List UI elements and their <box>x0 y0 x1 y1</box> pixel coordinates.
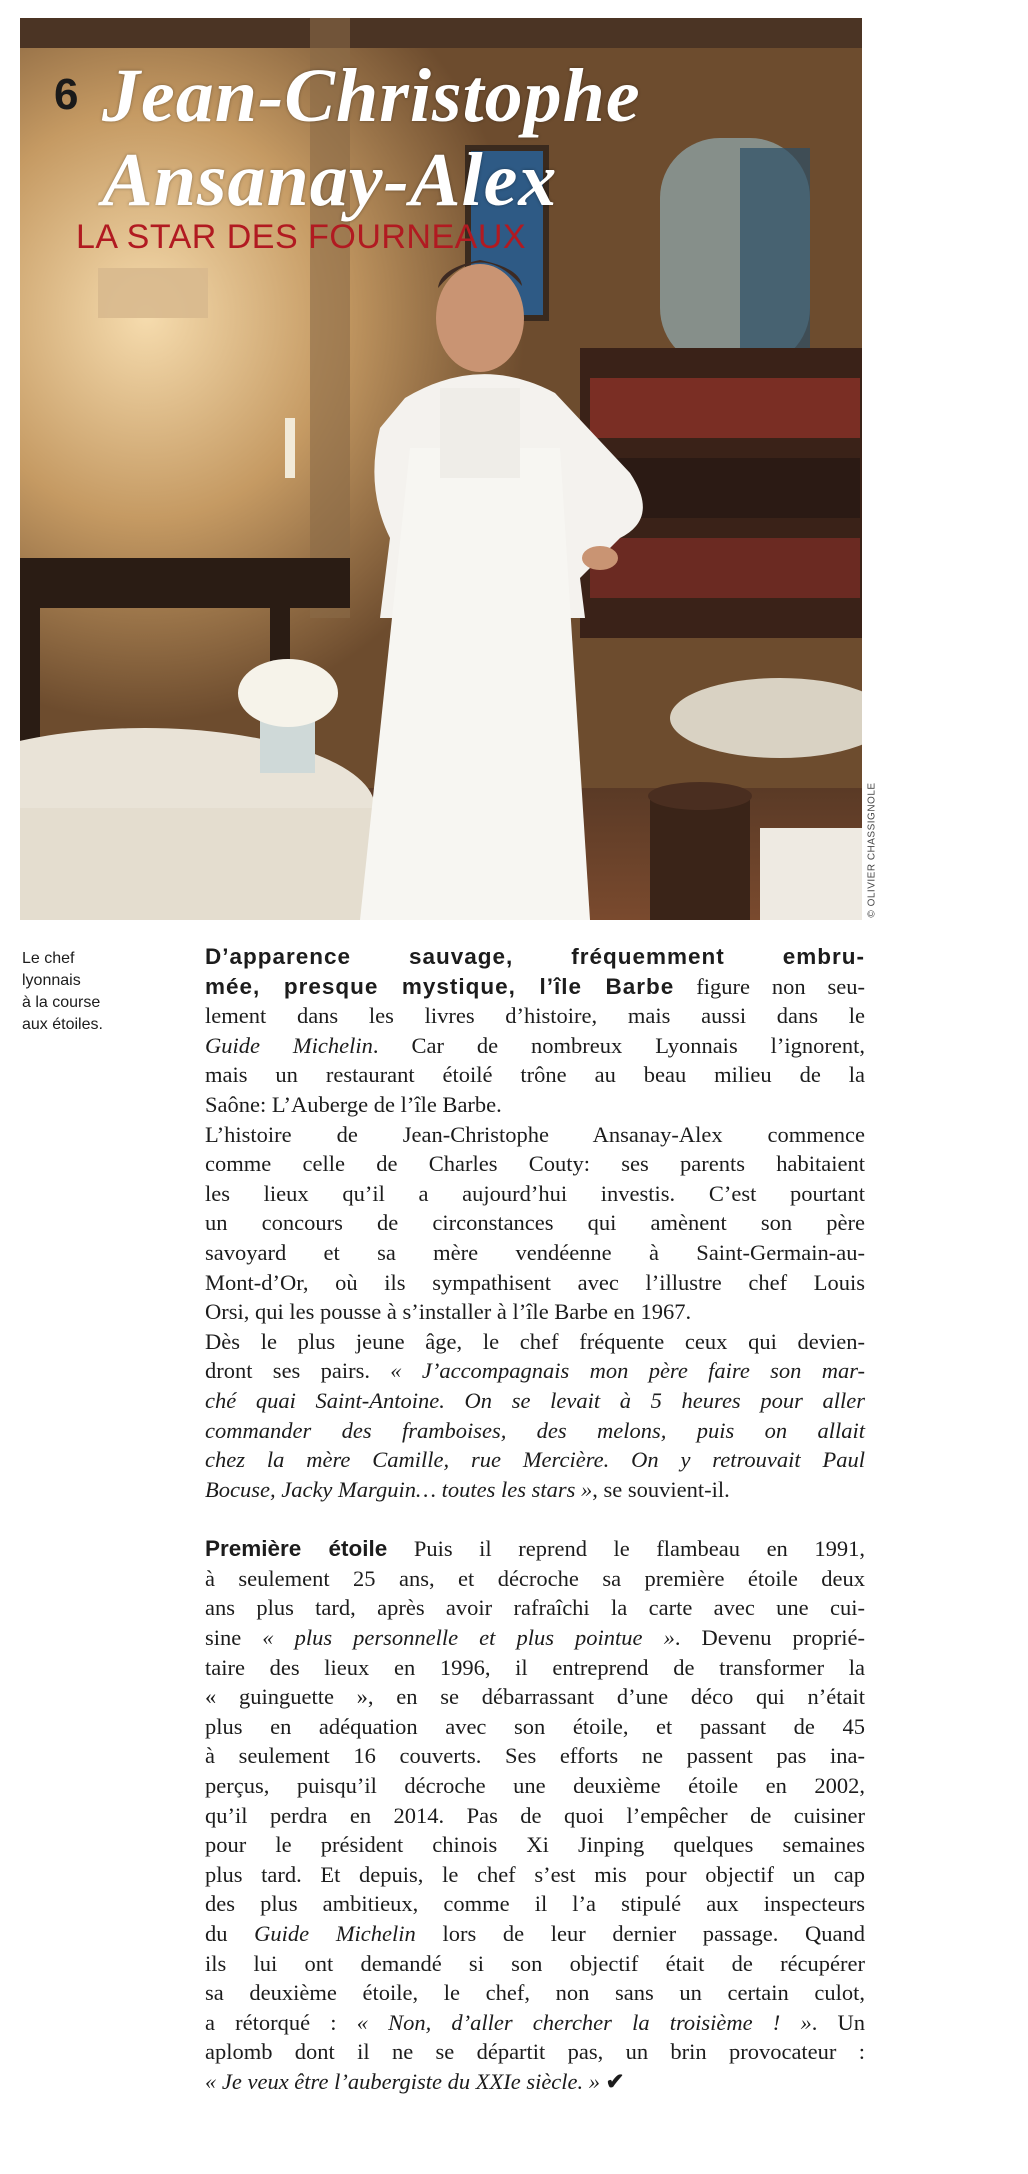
text-line: Dès le plus jeune âge, le chef fréquente ceux qui devien- <box>205 1328 865 1354</box>
text-line: lement dans les livres d’histoire, mais aussi dans le <box>205 1003 865 1029</box>
text-line: taire des lieux en 1996, il entreprend de transformer la <box>205 1654 865 1680</box>
end-check-icon: ✔ <box>605 2068 625 2094</box>
text-line: sine « plus personnelle et plus pointue ». Devenu proprié- <box>205 1625 865 1651</box>
text-line: mais un restaurant étoilé trône au beau milieu de la <box>205 1062 865 1088</box>
text-line: Orsi, qui les pousse à s’installer à l’île Barbe en 1967. <box>205 1299 692 1325</box>
text-line: à seulement 16 couverts. Ses efforts ne passent pas ina- <box>205 1743 865 1769</box>
photo-caption <box>22 948 162 1036</box>
text-line: savoyard et sa mère vendéenne à Saint-Germain-au- <box>205 1239 865 1265</box>
text-line: dront ses pairs. « J’accompagnais mon père faire son mar- <box>205 1358 865 1384</box>
text-line: Bocuse, Jacky Marguin… toutes les stars », se souvient-il. <box>205 1476 730 1502</box>
text-line: Saône: L’Auberge de l’île Barbe. <box>205 1091 502 1117</box>
caption-line: aux étoiles. <box>22 1016 103 1033</box>
lead-text-line: D’apparence sauvage, fréquemment embru- <box>205 944 865 969</box>
text-line: perçus, puisqu’il décroche une deuxième étoile en 2002, <box>205 1773 865 1799</box>
text-line: qu’il perdra en 2014. Pas de quoi l’empêcher de cuisiner <box>205 1802 865 1828</box>
text-line: L’histoire de Jean-Christophe Ansanay-Alex commence <box>205 1121 865 1147</box>
section-heading: Première étoile <box>205 1536 388 1562</box>
text-line <box>205 2067 865 2097</box>
text-line: pour le président chinois Xi Jinping quelques semaines <box>205 1832 865 1858</box>
publication-name: Guide Michelin <box>205 1032 373 1058</box>
closing-quote: « Je veux être l’aubergiste du XXIe siècle. » <box>205 2068 601 2094</box>
text-line: plus en adéquation avec son étoile, et passant de 45 <box>205 1713 865 1739</box>
photo-credit: © OLIVIER CHASSIGNOLE <box>866 782 878 918</box>
text-line: « guinguette », en se débarrassant d’une déco qui n’était <box>205 1684 865 1710</box>
text-line: des plus ambitieux, comme il l’a stipulé aux inspecteurs <box>205 1891 865 1917</box>
text-line: aplomb dont il ne se départit pas, un brin provocateur : <box>205 2039 865 2065</box>
text-line: ché quai Saint-Antoine. On se levait à 5 heures pour aller <box>205 1387 865 1413</box>
text-line: commander des framboises, des melons, puis on allait <box>205 1417 865 1443</box>
text-line: mée, presque mystique, l’île Barbe figure non seu- <box>205 973 865 999</box>
text-line: plus tard. Et depuis, le chef s’est mis pour objectif un cap <box>205 1861 865 1887</box>
article-body <box>205 942 865 2097</box>
headline-line-2: Ansanay-Alex <box>102 138 558 222</box>
headline-kicker: LA STAR DES FOURNEAUX <box>76 218 527 256</box>
text-line: chez la mère Camille, rue Mercière. On y retrouvait Paul <box>205 1447 865 1473</box>
text-line: un concours de circonstances qui amènent son père <box>205 1210 865 1236</box>
text-line: Mont-d’Or, où ils sympathisent avec l’illustre chef Louis <box>205 1269 865 1295</box>
text-line: comme celle de Charles Couty: ses parents habitaient <box>205 1151 865 1177</box>
article-number: 6 <box>54 70 79 119</box>
caption-line: lyonnais <box>22 972 81 989</box>
chef-photo <box>20 18 862 920</box>
headline-line-1: Jean-Christophe <box>102 54 641 138</box>
caption-line: Le chef <box>22 950 75 967</box>
text-line: ans plus tard, après avoir rafraîchi la carte avec une cui- <box>205 1595 865 1621</box>
text-line: les lieux qu’il a aujourd’hui investis. C’est pourtant <box>205 1180 865 1206</box>
text-line: Guide Michelin. Car de nombreux Lyonnais l’ignorent, <box>205 1032 865 1058</box>
caption-line: à la course <box>22 994 101 1011</box>
text-line: Première étoile Puis il reprend le flambeau en 1991, <box>205 1536 865 1562</box>
text-line: a rétorqué : « Non, d’aller chercher la troisième ! ». Un <box>205 2009 866 2035</box>
text-line: sa deuxième étoile, le chef, non sans un certain culot, <box>205 1980 865 2006</box>
text-line: à seulement 25 ans, et décroche sa première étoile deux <box>205 1565 865 1591</box>
lead-text: mée, presque mystique, l’île Barbe <box>205 973 675 999</box>
paragraph-spacer <box>205 1504 865 1534</box>
text-line: du Guide Michelin lors de leur dernier passage. Quand <box>205 1921 866 1946</box>
text-line: ils lui ont demandé si son objectif était de récupérer <box>205 1950 865 1976</box>
publication-name: Guide Michelin <box>254 1921 416 1946</box>
